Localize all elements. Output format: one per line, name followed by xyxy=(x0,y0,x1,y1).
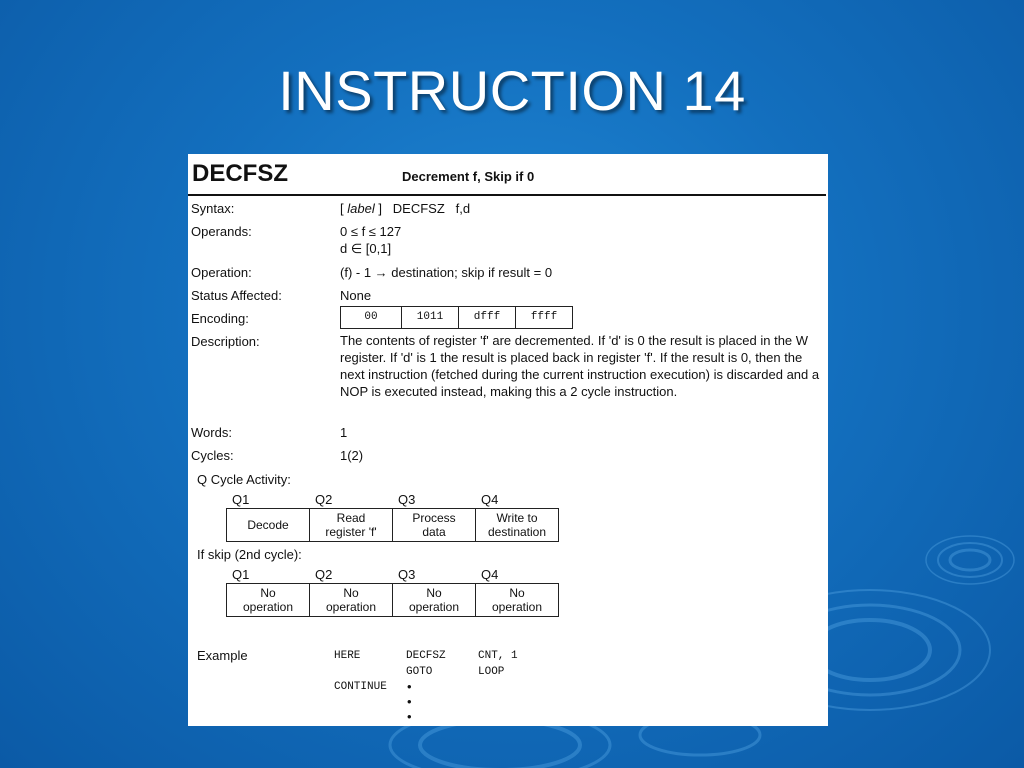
description-label: Description: xyxy=(191,334,260,349)
operands-line-1: 0 ≤ f ≤ 127 xyxy=(340,224,402,239)
skip-cell-line: No xyxy=(426,586,442,600)
q-cycle-cell xyxy=(393,509,476,542)
skip-cell xyxy=(310,584,393,617)
skip-header: Q3 xyxy=(398,567,416,582)
instruction-mnemonic: DECFSZ xyxy=(192,160,288,187)
cycles-value: 1(2) xyxy=(340,448,364,463)
q-cycle-header: Q2 xyxy=(315,492,333,507)
operation-label: Operation: xyxy=(191,265,252,280)
skip-cell xyxy=(227,584,310,617)
instruction-subtitle: Decrement f, Skip if 0 xyxy=(402,169,535,184)
status-value: None xyxy=(340,288,372,303)
skip-cell xyxy=(476,584,559,617)
example-code-mnemonic: GOTO xyxy=(406,666,433,678)
description-text: The contents of register 'f' are decremented. If 'd' is 0 the result is placed in the W register. If 'd' is 1 the result is placed back in register 'f'. If the result is 0, then the next instruction (fetched during the current instruction execution) is discarded and a NOP is executed instead, making this a 2 cycle instruction. xyxy=(340,333,820,399)
skip-cell-line: No xyxy=(343,586,359,600)
skip-cell-line: operation xyxy=(242,600,294,614)
example-code-mnemonic: DECFSZ xyxy=(406,650,446,662)
q-cycle-cell-line: register 'f' xyxy=(325,525,377,539)
example-bullet: • xyxy=(407,679,412,694)
instruction-document xyxy=(188,154,828,726)
skip-cell-line: operation xyxy=(491,600,543,614)
skip-cell xyxy=(393,584,476,617)
q-cycle-cell-line: Read xyxy=(336,511,366,525)
q-cycle-cell xyxy=(227,509,310,542)
syntax-label: Syntax: xyxy=(191,201,235,216)
example-code-label: CONTINUE xyxy=(334,681,387,693)
skip-label: If skip (2nd cycle): xyxy=(197,547,302,562)
example-label: Example xyxy=(197,648,248,663)
header-divider xyxy=(188,194,826,196)
q-cycle-cell-line: destination xyxy=(487,525,547,539)
skip-header: Q1 xyxy=(232,567,250,582)
q-cycle-cell-line: data xyxy=(422,525,446,539)
q-cycle-header: Q1 xyxy=(232,492,250,507)
q-cycle-cell-line: Write to xyxy=(496,511,538,525)
operation-value: (f) - 1 → destination; skip if result = 0 xyxy=(340,265,553,280)
example-code-label: HERE xyxy=(334,650,361,662)
encoding-cell: 1011 xyxy=(402,307,459,329)
encoding-table xyxy=(340,306,573,329)
skip-header: Q4 xyxy=(481,567,499,582)
q-cycle-cell-line: Decode xyxy=(247,518,289,532)
status-label: Status Affected: xyxy=(191,288,282,303)
syntax-open-bracket: [ xyxy=(340,201,344,216)
q-cycle-cell xyxy=(310,509,393,542)
skip-header: Q2 xyxy=(315,567,333,582)
example-bullet: • xyxy=(407,709,412,724)
cycles-label: Cycles: xyxy=(191,448,234,463)
example-code-operand: LOOP xyxy=(478,666,505,678)
q-cycle-cell-line: Process xyxy=(412,511,456,525)
encoding-cell: dfff xyxy=(459,307,516,329)
operands-line-2: d ∈ [0,1] xyxy=(340,241,392,256)
syntax-rest: ] DECFSZ f,d xyxy=(378,201,471,216)
q-cycle-header: Q3 xyxy=(398,492,416,507)
skip-cell-line: operation xyxy=(325,600,377,614)
skip-cell-line: operation xyxy=(408,600,460,614)
skip-cell-line: No xyxy=(509,586,525,600)
skip-table xyxy=(226,583,559,617)
q-cycle-cell xyxy=(476,509,559,542)
skip-cell-line: No xyxy=(260,586,276,600)
syntax-value xyxy=(340,200,470,217)
syntax-label-placeholder: label xyxy=(347,201,375,216)
encoding-cell: 00 xyxy=(341,307,402,329)
words-value: 1 xyxy=(340,425,348,440)
words-label: Words: xyxy=(191,425,232,440)
slide-title: INSTRUCTION 14 xyxy=(278,59,746,122)
q-cycle-label: Q Cycle Activity: xyxy=(197,472,291,487)
encoding-label: Encoding: xyxy=(191,311,249,326)
q-cycle-header: Q4 xyxy=(481,492,499,507)
encoding-cell: ffff xyxy=(516,307,573,329)
operands-label: Operands: xyxy=(191,224,252,239)
example-bullet: • xyxy=(407,694,412,709)
q-cycle-table xyxy=(226,508,559,542)
example-code-operand: CNT, 1 xyxy=(478,650,518,662)
